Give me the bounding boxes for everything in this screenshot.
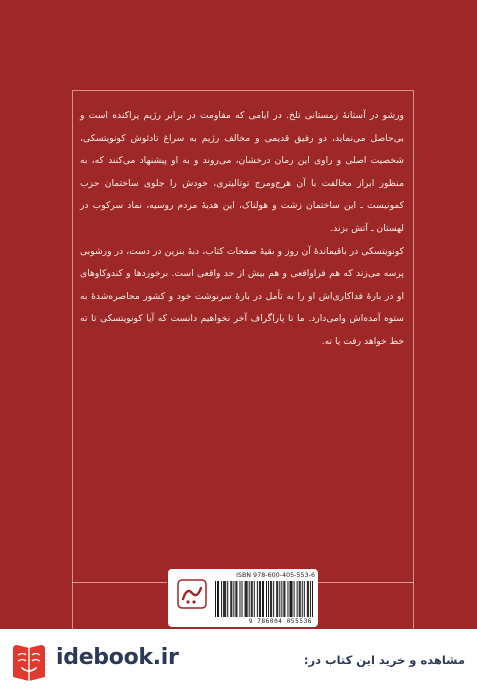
barcode-panel xyxy=(168,569,318,627)
barcode-icon xyxy=(215,581,313,617)
site-name[interactable]: idebook.ir xyxy=(56,645,179,670)
blurb-text xyxy=(80,105,404,425)
isbn-label: ISBN 978-600-405-553-6 xyxy=(236,572,315,579)
publisher-logo-icon xyxy=(177,579,207,609)
book-logo-icon xyxy=(10,641,48,685)
divider-left xyxy=(72,582,167,583)
divider-right xyxy=(318,582,414,583)
barcode-number: 9 786004 055536 xyxy=(248,618,312,625)
site-tagline: مشاهده و خرید این کتاب در: xyxy=(303,653,465,667)
promo-banner[interactable] xyxy=(0,629,477,700)
blurb-paragraph-1: ورشو در آستانهٔ زمستانی تلخ. در ایامی که مقاومت در برابر رژیم پراکنده است و بی‌حاصل می‌نماید، دو رفیق قدیمی و مخالف رژیم به سراغ تادئوش کونویتسکی، شخصیت اصلی و راوی این رمان درخشان، می‌روند و به او پیشنهاد می‌کنند که، به منظور ابراز مخالفت با آن هرج‌ومرج توتالیتری، خودش را جلوی ساختمان حزب کمونیست ـ این ساختمان زشت و هولناک، این هدیهٔ مردم روسیه، نماد سرکوب در لهستان ـ آتش بزند. xyxy=(80,110,404,234)
blurb-paragraph-2: کونویتسکی در باقیماندهٔ آن روز و بقیهٔ صفحات کتاب، دبهٔ بنزین در دست، در ورشوبی پرسه می‌زند که هم فراواقعی و هم بیش از حد واقعی است. برخوردها و کندوکاوهای او در بارهٔ فداکاری‌اش او را به تأمل در بارهٔ سرنوشت خود و کشور محاصره‌شدهٔ به ستوه آمده‌اش وامی‌دارد. ما تا پاراگراف آخر نخواهیم دانست که آیا کونویتسکی تا ته خط خواهد رفت یا نه. xyxy=(80,245,404,347)
